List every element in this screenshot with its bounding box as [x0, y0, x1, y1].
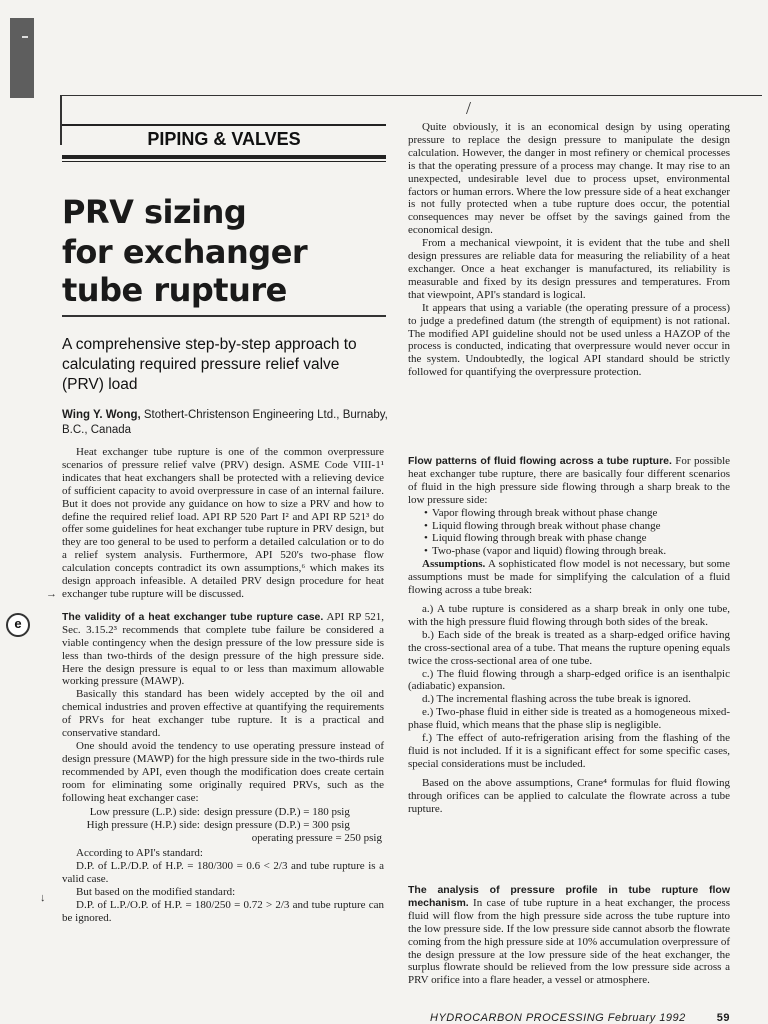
pressure-value: 300 psig — [312, 819, 350, 832]
validity-text: API RP 521, Sec. 3.15.2³ recommends that complete tube failure be considered a viable contingency when the design pressure of the low pressure side is less than two-thirds of the design pressure of the high pressure side. Here the design pressure is equal to or less than maximum allowable working pressure (MAWP). — [62, 610, 384, 688]
journal-name: HYDROCARBON PROCESSING February 1992 — [430, 1012, 686, 1024]
pressure-profile-text: In case of tube rupture in a heat exchanger, the process fluid will flow from the high pressure side across the tube rupture into the low pressure side. If the low pressure side cannot absorb the flowrate coming from the high pressure side at 10% accumulation overpressure of the design pressure at the low pressure side of the heat exchanger, the surplus flowrate should be relieved from the low pressure side across a PRV orifice into a flare header, a vessel or atmosphere. — [408, 896, 730, 987]
assumptions-heading: Assumptions. — [422, 558, 486, 571]
byline — [62, 408, 392, 438]
pressure-side: High pressure (H.P.) side: — [86, 819, 200, 832]
assumption-item: e.) Two-phase fluid in either side is treated as a homogeneous mixed-phase fluid, which means that the phase slip is negligible. — [408, 706, 730, 732]
flow-patterns-heading: Flow patterns of fluid flowing across a tube rupture. — [408, 455, 672, 467]
right-column-middle — [408, 455, 730, 815]
flow-patterns-paragraph — [408, 455, 730, 507]
assumption-item: d.) The incremental flashing across the tube break is ignored. — [422, 693, 691, 706]
pressure-label: design pressure (D.P.) = — [204, 806, 310, 819]
flow-patterns-text: For possible heat exchanger tube rupture, there are basically four different scenarios of fluid in the high pressure side flowing through a sharp break to the low pressure side: — [408, 455, 731, 506]
api-calc-paragraph: D.P. of L.P./D.P. of H.P. = 180/300 = 0.6 < 2/3 and tube rupture is a valid case. — [62, 860, 384, 885]
variable-paragraph: It appears that using a variable (the operating pressure of a process) to judge a predefined datum (the strength of equipment) is not rational. The modified API guideline should not be used unless a HAZOP of the process is conducted, indicating that overpressure would never occur in the system. Undoubtedly, the logical API standard should be strictly followed for quantifying the overpressure protection. — [408, 301, 730, 379]
list-item: • Liquid flowing through break with phase change — [424, 532, 730, 545]
crane-paragraph: Based on the above assumptions, Crane⁴ formulas for fluid flowing through orifices can be applied to calculate the flowrate across a tube rupture. — [408, 776, 730, 815]
pressure-value: 180 psig — [312, 806, 350, 819]
pressure-value-cell — [204, 819, 384, 832]
assumption-item: b.) Each side of the break is treated as a sharp-edged orifice having the cross-sectional area of a tube. That means the rupture opening equals twice the cross-sectional area of one tube. — [408, 628, 730, 667]
mechanical-viewpoint-paragraph: From a mechanical viewpoint, it is evident that the tube and shell design pressures are reliable data for measuring the reliability of a heat exchanger. Once a heat exchanger is manufactured, its reliability is measurable and fixed by its design pressures and temperatures. From that viewpoint, API's standard is logical. — [408, 237, 730, 301]
modified-calc-paragraph: D.P. of L.P./O.P. of H.P. = 180/250 = 0.72 > 2/3 and tube rupture can be ignored. — [62, 898, 384, 924]
pressure-value: 250 psig — [344, 832, 382, 845]
intro-paragraph: Heat exchanger tube rupture is one of the common overpressure scenarios of pressure relief valve (PRV) design. ASME Code VIII-1¹ indicates that heat exchangers shall be protected with a relieving device of sufficient capacity to avoid overpressure in case of an internal failure. But it does not provide any guidance on how to size a PRV and how to define the required relief load. API RP 520 Part I² and API RP 521³ do offer some guidelines for heat exchanger tube rupture in PRV design, but they are too general to be used to perform a detailed calculation or to do a relief system analysis. Furthermore, API 520's two-phase flow calculation concepts contradict its own assumptions,⁶ which makes its design approach infeasible. A detailed PRV design procedure for heat exchanger tube rupture will be discussed. — [62, 446, 384, 600]
pressure-value-cell — [204, 806, 384, 819]
pressure-row — [62, 819, 384, 832]
section-rule-thick — [62, 155, 386, 159]
title-rule — [62, 315, 386, 317]
assumption-item: c.) The fluid flowing through a sharp-edged orifice is an isenthalpic (adiabatic) expansion. — [408, 667, 730, 693]
section-header — [62, 124, 386, 162]
right-column-upper — [408, 121, 730, 379]
author-affiliation: Stothert-Christenson Engineering Ltd., Burnaby, B.C., Canada — [62, 409, 388, 436]
top-rule — [62, 95, 762, 96]
assumption-item: a.) A tube rupture is considered as a sharp break in only one tube, with the high pressure fluid flowing through both sides of the break. — [408, 602, 730, 628]
title-line-3: tube rupture — [62, 271, 287, 309]
title-line-1: PRV sizing — [62, 193, 247, 231]
pressure-side — [62, 832, 204, 845]
pressure-label: operating pressure = — [251, 832, 342, 845]
section-rule-thin — [62, 161, 386, 162]
basically-paragraph: Basically this standard has been widely accepted by the oil and chemical industries and proven effective at quantifying the requirements of PRVs for heat exchanger tube rupture. It is a practical and conservative standard. — [62, 688, 384, 740]
pressure-row — [62, 832, 384, 845]
margin-arrow-1: → — [46, 588, 57, 600]
pressure-value-cell — [204, 832, 384, 845]
margin-arrow-2: ↓ — [40, 892, 46, 904]
economical-design-paragraph: Quite obviously, it is an economical design by using operating pressure to replace the design pressure to manipulate the design calculation. However, the danger in most refinery or chemical processes is that the operating pressure of a process may change. It may rise to an unexpected, undesirable level due to process upset, environmental factors or human errors. Where the low pressure side of a heat exchanger is not fully protected when a tube rupture does occur, the potential consequences may never be offset by the savings gained from the economical design. — [408, 121, 730, 237]
avoid-paragraph: One should avoid the tendency to use operating pressure instead of design pressure (MAWP) for the high pressure side in the two-thirds rule recommended by API, even though the modification does create certain room for eliminating some originally required PRVs, such as the following heat exchanger case: — [62, 739, 384, 804]
page-footer — [430, 1012, 730, 1024]
pressure-profile-heading: The analysis of pressure profile in tube rupture flow mechanism. — [408, 884, 730, 909]
title-line-2: for exchanger — [62, 233, 308, 271]
margin-e-stamp: e — [6, 613, 30, 637]
assumptions-paragraph — [408, 558, 730, 597]
article-subtitle: A comprehensive step-by-step approach to calculating required pressure relief valve (PRV) load — [62, 336, 357, 393]
flow-scenario-list — [408, 507, 730, 559]
binder-tab — [10, 18, 34, 98]
assumption-item: f.) The effect of auto-refrigeration arising from the flashing of the fluid is not included. If it is a significant effect for some specific cases, special considerations must be included. — [408, 732, 730, 770]
pressure-label: design pressure (D.P.) = — [204, 819, 310, 832]
author-name: Wing Y. Wong, — [62, 409, 141, 421]
assumptions-text: A sophisticated flow model is not necessary, but some assumptions must be made for simplifying the calculation of a fluid flowing across a tube break: — [408, 558, 730, 597]
list-item: • Vapor flowing through break without phase change — [424, 507, 730, 520]
list-item: • Liquid flowing through break without phase change — [424, 520, 730, 533]
pressure-side: Low pressure (L.P.) side: — [89, 806, 200, 819]
api-standard-paragraph: According to API's standard: — [76, 847, 203, 860]
pressure-profile-paragraph — [408, 884, 730, 987]
modified-standard-paragraph: But based on the modified standard: — [76, 885, 236, 898]
page-number: 59 — [716, 1012, 730, 1024]
pressure-row — [62, 806, 384, 819]
section-label: PIPING & VALVES — [147, 129, 301, 149]
pressure-table — [62, 806, 384, 845]
left-column — [62, 446, 384, 925]
validity-heading: The validity of a heat exchanger tube rupture case. — [62, 610, 324, 623]
article-title — [62, 192, 392, 310]
right-column-lower — [408, 884, 730, 987]
list-item: • Two-phase (vapor and liquid) flowing through break. — [424, 545, 730, 558]
validity-paragraph — [62, 611, 384, 688]
pen-mark: / — [466, 98, 472, 118]
